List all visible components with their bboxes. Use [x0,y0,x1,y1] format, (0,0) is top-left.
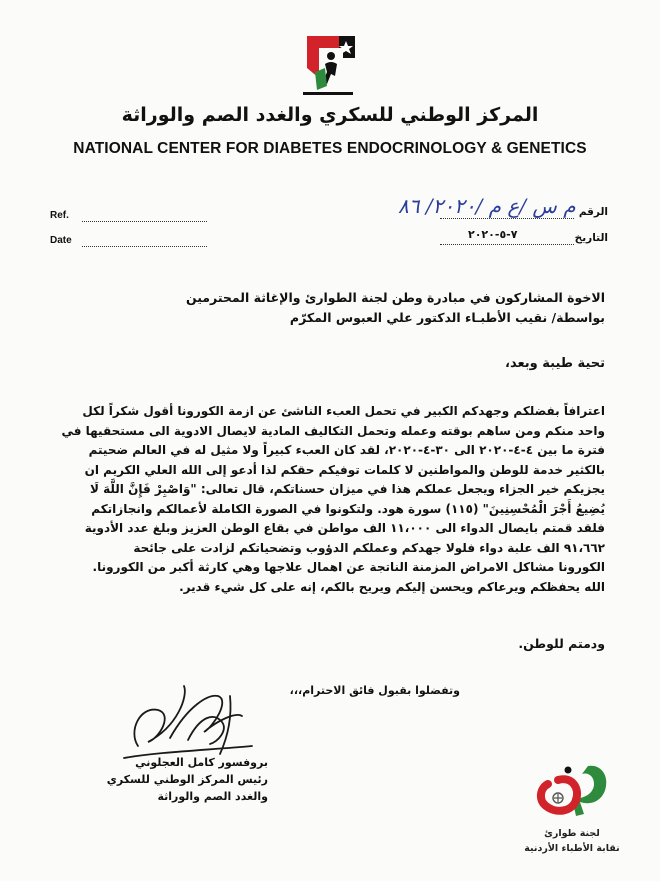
addressee-via-line: بواسطة/ نقيب الأطبـاء الدكتور علي العبوس المكرّم [289,310,605,325]
body-line: يُضِيعُ أَجْرَ الْمُحْسِنِينَ" (١١٥) سورة هود. ولتكونوا في الصورة الكاملة لأعمالكم وانجازاتكم [91,501,605,516]
addressee-block [45,288,605,328]
greeting: تحية طيبة وبعد، [505,356,605,371]
center-name-english: NATIONAL CENTER FOR DIABETES ENDOCRINOLOGY & GENETICS [73,140,587,157]
date-line-ar [440,244,574,245]
watan-caption: لجنة طوارئ [544,828,600,839]
watan-caption: نقابة الأطباء الأردنية [524,843,620,854]
signatory-name: بروفسور كامل العجلوني [135,756,268,769]
body-line: فترة ما بين ٤-٤-٢٠٢٠ الى ٣٠-٤-٢٠٢٠، لقد كان العبء كبيراً ولا مثيل له في العالم ضحيتم [88,443,605,457]
ref-line-en [82,221,207,222]
ref-label-en: Ref. [50,210,69,221]
watan-logo-icon [528,760,618,826]
date-label-en: Date [50,235,72,246]
center-logo-icon [295,28,361,98]
date-value: ٧-٥-٢٠٢٠ [468,228,518,241]
signatory-block [107,754,268,805]
body-line: فلقد قمتم بايصال الدواء الى ١١،٠٠٠ الف مواطن في بقاع الوطن العزيز وبلغ عدد الأدوية [84,521,605,535]
ref-label-ar: الرقم [578,206,608,218]
closing-line: ودمتم للوطن. [518,636,605,651]
letter-body [37,402,605,597]
ref-line-ar [440,218,574,219]
body-line: اعترافاً بفضلكم وجهدكم الكبير في تحمل العبء الناشئ عن ازمة الكورونا أقول شكراً لكل [82,404,605,418]
signatory-title: رئيس المركز الوطني للسكري [106,773,268,786]
signatory-title: والغدد الصم والوراثة [157,790,268,803]
ref-number-handwritten: م س /ع م /٢٠٢٠/ ٨٦ [398,194,576,218]
center-name-arabic: المركز الوطني للسكري والغدد الصم والوراثة [121,104,539,126]
date-label-ar: التاريخ [574,232,608,244]
addressee-line: الاخوة المشاركون في مبادرة وطن لجنة الطوارئ والإغاثة المحترمين [185,290,605,305]
body-line: يجزيكم خير الجزاء ويجعل عملكم هذا في ميزان حسناتكم، قال تعالى: "وَاصْبِرْ فَإِنَّ اللَّهَ لَا [90,482,605,496]
body-line: الكورونا مشاكل الامراض المزمنة الناتجة عن اهمال علاجها وهي كارثة أكبر من الكورونا. [92,560,605,574]
body-line: الله يحفظكم ويرعاكم ويحسن إليكم ويريح بالكم، إنه على كل شيء قدير. [179,579,605,594]
body-line: بالكثير خدمة للوطن والمواطنين لا كلمات توفيكم حقكم لذا أدعو إلى الله العلي الكريم ان [84,462,605,477]
date-line-en [82,246,207,247]
body-line: واحد منكم ومن ساهم بوقته وعمله وتحمل التكاليف المادية لايصال الادوية الى مستحقيها في [61,423,605,438]
body-line: ٩١،٦٦٢ الف علبة دواء فلولا جهدكم وعملكم الدؤوب وتضحياتكم لزادت على جائحة [133,540,605,555]
regards-line: وتفضلوا بقبول فائق الاحترام،،، [289,684,460,697]
